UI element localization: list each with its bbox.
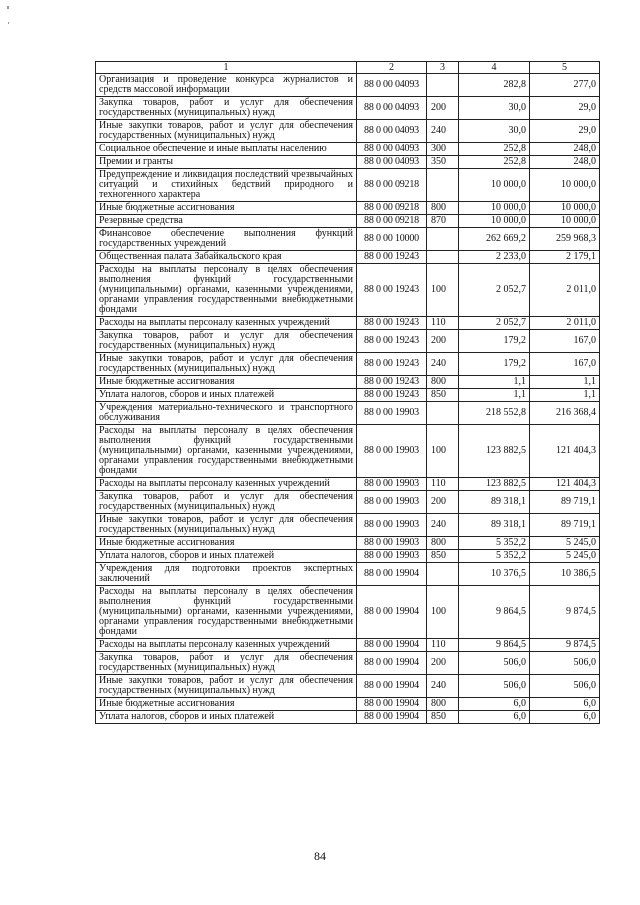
description-cell: Иные бюджетные ассигнования [96,537,357,550]
amount-col4-cell: 218 552,8 [459,402,530,425]
expense-type-cell: 200 [427,97,459,120]
description-cell: Уплата налогов, сборов и иных платежей [96,550,357,563]
amount-col4-cell: 179,2 [459,353,530,376]
amount-col4-cell: 89 318,1 [459,491,530,514]
expense-type-cell: 870 [427,215,459,228]
table-row [96,537,600,550]
description-cell: Уплата налогов, сборов и иных платежей [96,711,357,724]
amount-col4-cell: 282,8 [459,74,530,97]
expense-type-cell: 300 [427,143,459,156]
description-cell: Закупка товаров, работ и услуг для обеспечения государственных (муниципальных) нужд [96,652,357,675]
target-code-cell: 88 0 00 04093 [357,97,427,120]
expense-type-cell: 800 [427,202,459,215]
amount-col4-cell: 506,0 [459,652,530,675]
amount-col4-cell: 506,0 [459,675,530,698]
description-cell: Иные закупки товаров, работ и услуг для обеспечения государственных (муниципальных) нужд [96,514,357,537]
description-cell: Общественная палата Забайкальского края [96,251,357,264]
expense-type-cell [427,74,459,97]
target-code-cell: 88 0 00 04093 [357,74,427,97]
target-code-cell: 88 0 00 19904 [357,698,427,711]
amount-col5-cell: 277,0 [530,74,600,97]
target-code-cell: 88 0 00 19903 [357,478,427,491]
expense-type-cell: 850 [427,711,459,724]
amount-col4-cell: 2 052,7 [459,317,530,330]
target-code-cell: 88 0 00 09218 [357,215,427,228]
amount-col4-cell: 89 318,1 [459,514,530,537]
description-cell: Расходы на выплаты персоналу в целях обеспечения выполнения функций государственными (муниципальными) органами, казенными учреждениями, органами управления государственными внебюджетными фондами [96,264,357,317]
expense-type-cell: 240 [427,353,459,376]
amount-col5-cell: 167,0 [530,353,600,376]
expense-type-cell: 200 [427,652,459,675]
amount-col4-cell: 252,8 [459,143,530,156]
target-code-cell: 88 0 00 19243 [357,353,427,376]
expense-type-cell: 240 [427,675,459,698]
amount-col5-cell: 121 404,3 [530,478,600,491]
target-code-cell: 88 0 00 19904 [357,639,427,652]
amount-col4-cell: 30,0 [459,97,530,120]
description-cell: Закупка товаров, работ и услуг для обеспечения государственных (муниципальных) нужд [96,491,357,514]
target-code-cell: 88 0 00 04093 [357,143,427,156]
amount-col5-cell: 10 386,5 [530,563,600,586]
description-cell: Расходы на выплаты персоналу казенных учреждений [96,317,357,330]
description-cell: Учреждения материально-технического и транспортного обслуживания [96,402,357,425]
target-code-cell: 88 0 00 19243 [357,317,427,330]
expense-type-cell: 110 [427,478,459,491]
table-row [96,251,600,264]
description-cell: Финансовое обеспечение выполнения функций государственных учреждений [96,228,357,251]
target-code-cell: 88 0 00 09218 [357,202,427,215]
table-row [96,330,600,353]
expense-type-cell: 100 [427,586,459,639]
table-row [96,491,600,514]
table-row [96,652,600,675]
description-cell: Расходы на выплаты персоналу казенных учреждений [96,478,357,491]
target-code-cell: 88 0 00 19243 [357,251,427,264]
expense-type-cell: 100 [427,264,459,317]
amount-col5-cell: 9 874,5 [530,639,600,652]
table-row [96,74,600,97]
amount-col4-cell: 9 864,5 [459,639,530,652]
target-code-cell: 88 0 00 19904 [357,652,427,675]
target-code-cell: 88 0 00 04093 [357,120,427,143]
amount-col5-cell: 506,0 [530,652,600,675]
expense-type-cell: 200 [427,491,459,514]
target-code-cell: 88 0 00 19903 [357,402,427,425]
description-cell: Уплата налогов, сборов и иных платежей [96,389,357,402]
target-code-cell: 88 0 00 19903 [357,537,427,550]
description-cell: Расходы на выплаты персоналу в целях обеспечения выполнения функций государственными (муниципальными) органами, казенными учреждениями, органами управления государственными внебюджетными фондами [96,425,357,478]
table-row [96,156,600,169]
expense-type-cell: 110 [427,317,459,330]
table-row [96,120,600,143]
amount-col5-cell: 216 368,4 [530,402,600,425]
amount-col4-cell: 123 882,5 [459,425,530,478]
target-code-cell: 88 0 00 19903 [357,550,427,563]
amount-col5-cell: 248,0 [530,143,600,156]
table-row [96,550,600,563]
table-row [96,389,600,402]
amount-col5-cell: 6,0 [530,711,600,724]
col-header-2: 2 [357,62,427,74]
description-cell: Социальное обеспечение и иные выплаты населению [96,143,357,156]
target-code-cell: 88 0 00 19903 [357,514,427,537]
expense-type-cell: 240 [427,120,459,143]
target-code-cell: 88 0 00 19243 [357,264,427,317]
table-row [96,711,600,724]
table-row [96,264,600,317]
target-code-cell: 88 0 00 19904 [357,586,427,639]
amount-col5-cell: 506,0 [530,675,600,698]
expense-type-cell [427,563,459,586]
description-cell: Организация и проведение конкурса журналистов и средств массовой информации [96,74,357,97]
amount-col4-cell: 9 864,5 [459,586,530,639]
header-row [96,62,600,74]
expense-type-cell: 350 [427,156,459,169]
scan-speck [7,6,9,9]
table-row [96,425,600,478]
amount-col4-cell: 179,2 [459,330,530,353]
page-number: 84 [314,849,326,863]
amount-col5-cell: 10 000,0 [530,215,600,228]
target-code-cell: 88 0 00 09218 [357,169,427,202]
expense-type-cell: 850 [427,389,459,402]
description-cell: Закупка товаров, работ и услуг для обеспечения государственных (муниципальных) нужд [96,330,357,353]
amount-col5-cell: 167,0 [530,330,600,353]
table-row [96,215,600,228]
expense-type-cell: 100 [427,425,459,478]
budget-table [95,61,600,724]
table-row [96,478,600,491]
col-header-3: 3 [427,62,459,74]
amount-col4-cell: 252,8 [459,156,530,169]
amount-col4-cell: 262 669,2 [459,228,530,251]
amount-col4-cell: 10 376,5 [459,563,530,586]
amount-col5-cell: 89 719,1 [530,514,600,537]
amount-col5-cell: 2 011,0 [530,317,600,330]
amount-col4-cell: 5 352,2 [459,550,530,563]
target-code-cell: 88 0 00 19903 [357,491,427,514]
amount-col5-cell: 259 968,3 [530,228,600,251]
description-cell: Иные закупки товаров, работ и услуг для обеспечения государственных (муниципальных) нужд [96,675,357,698]
expense-type-cell [427,228,459,251]
amount-col5-cell: 5 245,0 [530,550,600,563]
table-row [96,202,600,215]
description-cell: Учреждения для подготовки проектов экспертных заключений [96,563,357,586]
table-row [96,514,600,537]
target-code-cell: 88 0 00 19904 [357,675,427,698]
amount-col4-cell: 10 000,0 [459,202,530,215]
target-code-cell: 88 0 00 19904 [357,563,427,586]
table-row [96,402,600,425]
expense-type-cell: 240 [427,514,459,537]
expense-type-cell: 800 [427,537,459,550]
description-cell: Иные бюджетные ассигнования [96,698,357,711]
amount-col5-cell: 10 000,0 [530,202,600,215]
target-code-cell: 88 0 00 10000 [357,228,427,251]
table-row [96,317,600,330]
expense-type-cell: 800 [427,376,459,389]
description-cell: Иные закупки товаров, работ и услуг для обеспечения государственных (муниципальных) нужд [96,353,357,376]
amount-col5-cell: 9 874,5 [530,586,600,639]
col-header-1: 1 [96,62,357,74]
amount-col5-cell: 121 404,3 [530,425,600,478]
table-row [96,586,600,639]
amount-col5-cell: 248,0 [530,156,600,169]
col-header-4: 4 [459,62,530,74]
amount-col4-cell: 1,1 [459,389,530,402]
amount-col5-cell: 1,1 [530,389,600,402]
expense-type-cell [427,169,459,202]
description-cell: Резервные средства [96,215,357,228]
target-code-cell: 88 0 00 19243 [357,330,427,353]
amount-col5-cell: 2 179,1 [530,251,600,264]
description-cell: Расходы на выплаты персоналу казенных учреждений [96,639,357,652]
col-header-5: 5 [530,62,600,74]
description-cell: Расходы на выплаты персоналу в целях обеспечения выполнения функций государственными (муниципальными) органами, казенными учреждениями, органами управления государственными внебюджетными фондами [96,586,357,639]
expense-type-cell: 110 [427,639,459,652]
description-cell: Предупреждение и ликвидация последствий чрезвычайных ситуаций и стихийных бедствий природного и техногенного характера [96,169,357,202]
target-code-cell: 88 0 00 19903 [357,425,427,478]
table-row [96,639,600,652]
amount-col4-cell: 2 233,0 [459,251,530,264]
amount-col4-cell: 1,1 [459,376,530,389]
target-code-cell: 88 0 00 19904 [357,711,427,724]
expense-type-cell [427,402,459,425]
table-row [96,376,600,389]
amount-col4-cell: 6,0 [459,711,530,724]
amount-col5-cell: 6,0 [530,698,600,711]
table-row [96,563,600,586]
amount-col4-cell: 30,0 [459,120,530,143]
amount-col5-cell: 10 000,0 [530,169,600,202]
scan-speck [8,22,9,24]
expense-type-cell: 200 [427,330,459,353]
target-code-cell: 88 0 00 19243 [357,389,427,402]
table-row [96,143,600,156]
description-cell: Иные закупки товаров, работ и услуг для обеспечения государственных (муниципальных) нужд [96,120,357,143]
amount-col4-cell: 5 352,2 [459,537,530,550]
expense-type-cell: 850 [427,550,459,563]
description-cell: Иные бюджетные ассигнования [96,202,357,215]
amount-col4-cell: 6,0 [459,698,530,711]
amount-col5-cell: 29,0 [530,120,600,143]
description-cell: Премии и гранты [96,156,357,169]
amount-col5-cell: 2 011,0 [530,264,600,317]
amount-col5-cell: 5 245,0 [530,537,600,550]
expense-type-cell: 800 [427,698,459,711]
amount-col5-cell: 29,0 [530,97,600,120]
table-row [96,675,600,698]
table-row [96,97,600,120]
description-cell: Иные бюджетные ассигнования [96,376,357,389]
table-row [96,169,600,202]
description-cell: Закупка товаров, работ и услуг для обеспечения государственных (муниципальных) нужд [96,97,357,120]
table-row [96,353,600,376]
amount-col4-cell: 10 000,0 [459,215,530,228]
amount-col4-cell: 10 000,0 [459,169,530,202]
amount-col4-cell: 123 882,5 [459,478,530,491]
table-body [96,74,600,724]
table-row [96,698,600,711]
target-code-cell: 88 0 00 19243 [357,376,427,389]
amount-col5-cell: 89 719,1 [530,491,600,514]
amount-col5-cell: 1,1 [530,376,600,389]
table-row [96,228,600,251]
amount-col4-cell: 2 052,7 [459,264,530,317]
expense-type-cell [427,251,459,264]
target-code-cell: 88 0 00 04093 [357,156,427,169]
